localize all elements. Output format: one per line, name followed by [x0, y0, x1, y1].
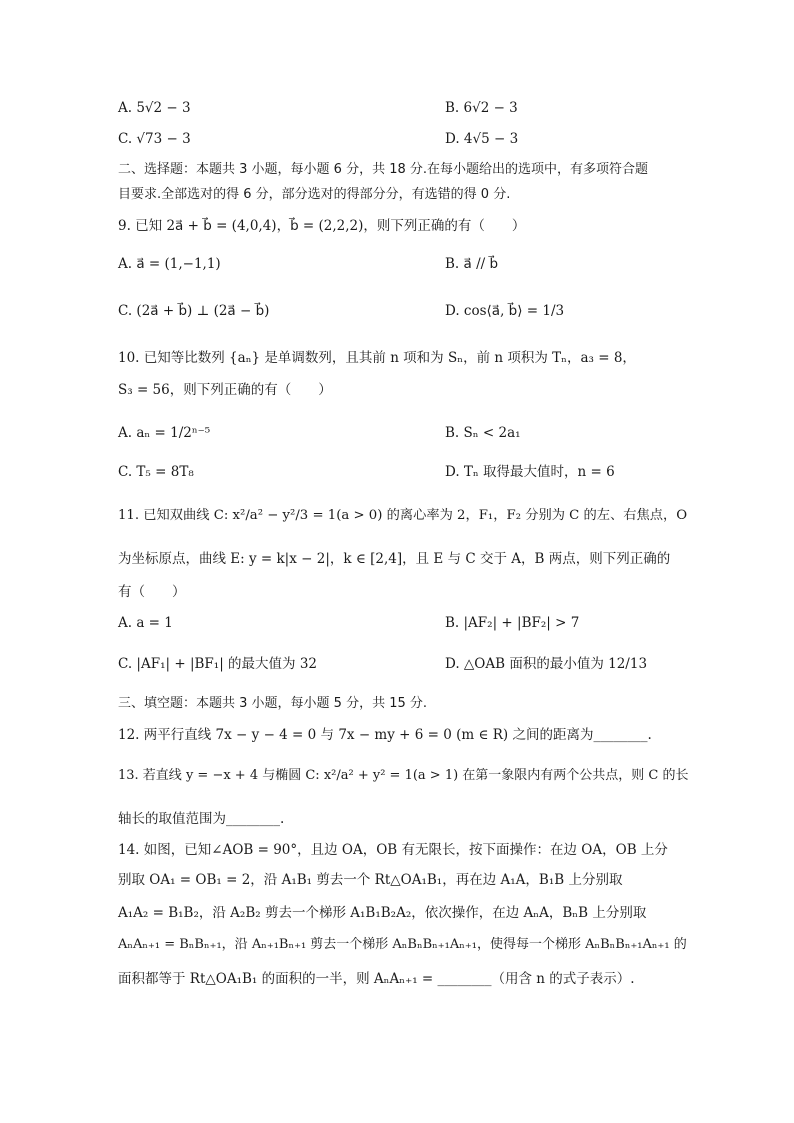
q11-stem-line3: 有（ ）	[118, 584, 186, 600]
q14-stem-line2: 别取 OA₁ = OB₁ = 2，沿 A₁B₁ 剪去一个 Rt△OA₁B₁，再在边 A₁A，B₁B 上分别取	[118, 872, 623, 888]
q10-stem-line2: S₃ = 56，则下列正确的有（ ）	[118, 382, 332, 398]
q9-option-c: C. (2a⃗ + b⃗) ⊥ (2a⃗ − b⃗)	[118, 303, 270, 319]
q10-option-d: D. Tₙ 取得最大值时，n = 6	[445, 464, 615, 480]
q10-option-b: B. Sₙ < 2a₁	[445, 425, 521, 441]
q8-option-b: B. 6√2 − 3	[445, 100, 518, 116]
q12-stem: 12. 两平行直线 7x − y − 4 = 0 与 7x − my + 6 = 0 (m ∈ R) 之间的距离为________.	[118, 727, 652, 743]
q8-option-c: C. √73 − 3	[118, 131, 191, 147]
q9-stem: 9. 已知 2a⃗ + b⃗ = (4,0,4)，b⃗ = (2,2,2)，则下列正确的有（ ）	[118, 218, 526, 234]
q11-option-d: D. △OAB 面积的最小值为 12/13	[445, 656, 648, 672]
q13-stem-line1: 13. 若直线 y = −x + 4 与椭圆 C: x²/a² + y² = 1(a > 1) 在第一象限内有两个公共点，则 C 的长	[118, 768, 689, 783]
q11-option-a: A. a = 1	[118, 615, 173, 631]
q14-stem-line3: A₁A₂ = B₁B₂，沿 A₂B₂ 剪去一个梯形 A₁B₁B₂A₂，依次操作，在边 AₙA，BₙB 上分别取	[118, 905, 647, 921]
q11-option-b: B. |AF₂| + |BF₂| > 7	[445, 615, 580, 631]
q14-stem-line1: 14. 如图，已知∠AOB = 90°，且边 OA，OB 有无限长，按下面操作：在边 OA，OB 上分	[118, 842, 668, 858]
q8-option-d: D. 4√5 − 3	[445, 131, 519, 147]
q8-option-a: A. 5√2 − 3	[118, 100, 191, 116]
q9-option-b: B. a⃗ // b⃗	[445, 256, 499, 272]
q14-stem-line5: 面积都等于 Rt△OA₁B₁ 的面积的一半，则 AₙAₙ₊₁ = ________（用含 n 的式子表示）.	[118, 971, 635, 987]
q11-stem-line2: 为坐标原点，曲线 E: y = k|x − 2|，k ∈ [2,4]，且 E 与 C 交于 A，B 两点，则下列正确的	[118, 551, 671, 567]
section2-heading-line2: 目要求.全部选对的得 6 分，部分选对的得部分分，有选错的得 0 分.	[118, 187, 511, 202]
q9-option-a: A. a⃗ = (1,−1,1)	[118, 256, 221, 272]
q11-stem-line1: 11. 已知双曲线 C: x²/a² − y²/3 = 1(a > 0) 的离心率为 2，F₁，F₂ 分别为 C 的左、右焦点，O	[118, 508, 688, 523]
q13-stem-line2: 轴长的取值范围为________.	[118, 811, 285, 827]
q9-option-d: D. cos⟨a⃗, b⃗⟩ = 1/3	[445, 303, 565, 319]
section3-heading: 三、填空题：本题共 3 小题，每小题 5 分，共 15 分.	[118, 696, 428, 711]
q10-stem-line1: 10. 已知等比数列 {aₙ} 是单调数列，且其前 n 项和为 Sₙ，前 n 项积为 Tₙ，a₃ = 8，	[118, 350, 636, 366]
q11-option-c: C. |AF₁| + |BF₁| 的最大值为 32	[118, 656, 318, 672]
section2-heading-line1: 二、选择题：本题共 3 小题，每小题 6 分，共 18 分.在每小题给出的选项中，有多项符合题	[118, 162, 649, 177]
q10-option-a: A. aₙ = 1/2ⁿ⁻⁵	[118, 425, 211, 441]
q10-option-c: C. T₅ = 8T₈	[118, 464, 194, 480]
q14-stem-line4: AₙAₙ₊₁ = BₙBₙ₊₁，沿 Aₙ₊₁Bₙ₊₁ 剪去一个梯形 AₙBₙBₙ₊₁Aₙ₊₁，使得每一个梯形 AₙBₙBₙ₊₁Aₙ₊₁ 的	[118, 937, 687, 952]
